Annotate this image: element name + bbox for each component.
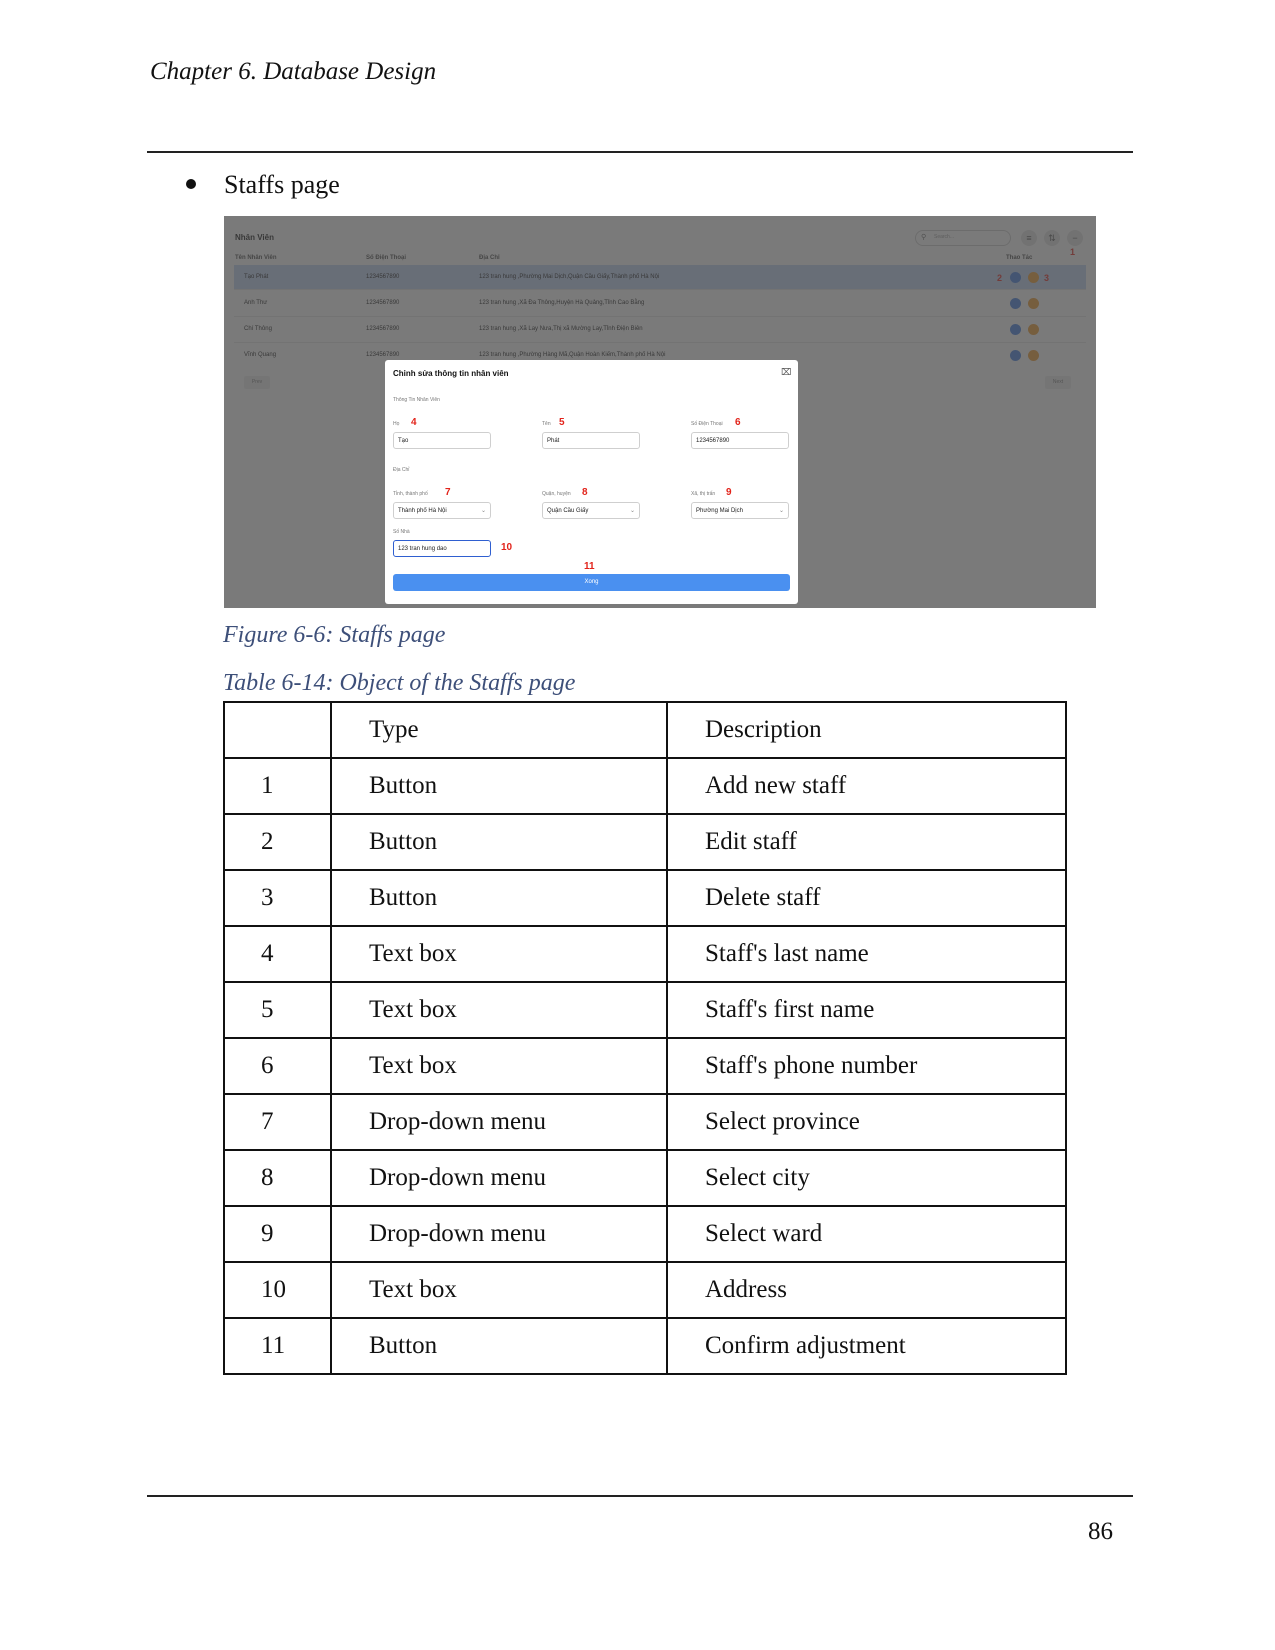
province-label: Tỉnh, thành phố xyxy=(393,491,428,497)
marker-11: 11 xyxy=(584,561,595,572)
cell-no: 2 xyxy=(224,814,331,870)
close-icon[interactable]: ⌧ xyxy=(781,367,792,377)
table-row xyxy=(224,1038,1066,1094)
district-select[interactable] xyxy=(542,502,640,519)
table-row xyxy=(224,758,1066,814)
cell-description: Select province xyxy=(667,1094,1066,1150)
table-row xyxy=(224,1206,1066,1262)
marker-6: 6 xyxy=(735,417,741,428)
header-cell: Type xyxy=(331,702,667,758)
running-header: Chapter 6. Database Design xyxy=(150,58,437,85)
section-staff-info: Thông Tin Nhân Viên xyxy=(393,397,440,403)
marker-9: 9 xyxy=(726,487,732,498)
table-row xyxy=(224,926,1066,982)
cell-no: 1 xyxy=(224,758,331,814)
cell-type: Text box xyxy=(331,926,667,982)
header-rule xyxy=(147,151,1133,153)
chevron-down-icon: ⌄ xyxy=(480,508,486,514)
cell-description: Confirm adjustment xyxy=(667,1318,1066,1374)
last-name-label: Họ xyxy=(393,421,400,427)
marker-5: 5 xyxy=(559,417,565,428)
table-row xyxy=(224,814,1066,870)
cell-description: Add new staff xyxy=(667,758,1066,814)
cell-type: Drop-down menu xyxy=(331,1094,667,1150)
cell-description: Edit staff xyxy=(667,814,1066,870)
modal-title: Chỉnh sửa thông tin nhân viên xyxy=(393,369,509,378)
ward-value: Phường Mai Dịch xyxy=(696,508,743,514)
cell-description: Staff's last name xyxy=(667,926,1066,982)
cell-description: Select ward xyxy=(667,1206,1066,1262)
cell-no: 8 xyxy=(224,1150,331,1206)
province-value: Thành phố Hà Nội xyxy=(398,508,447,514)
ward-label: Xã, thị trấn xyxy=(691,491,716,497)
chevron-down-icon: ⌄ xyxy=(629,508,635,514)
marker-4: 4 xyxy=(411,417,417,428)
submit-button[interactable]: Xong xyxy=(393,574,790,591)
cell-type: Button xyxy=(331,1318,667,1374)
table-row xyxy=(224,1318,1066,1374)
cell-no: 5 xyxy=(224,982,331,1038)
cell-description: Select city xyxy=(667,1150,1066,1206)
marker-7: 7 xyxy=(445,487,451,498)
table-row xyxy=(224,1262,1066,1318)
cell-type: Drop-down menu xyxy=(331,1150,667,1206)
table-caption: Table 6-14: Object of the Staffs page xyxy=(223,670,576,696)
first-name-label: Tên xyxy=(542,421,551,427)
staffs-page-screenshot xyxy=(224,216,1096,608)
last-name-input[interactable]: Tạo xyxy=(393,432,491,449)
district-label: Quận, huyện xyxy=(542,491,571,497)
cell-no: 3 xyxy=(224,870,331,926)
table-row xyxy=(224,870,1066,926)
cell-type: Button xyxy=(331,814,667,870)
phone-label: Số Điện Thoại xyxy=(691,421,723,427)
cell-type: Button xyxy=(331,870,667,926)
section-title: Staffs page xyxy=(224,170,340,199)
cell-type: Text box xyxy=(331,982,667,1038)
section-bullet xyxy=(186,170,340,200)
cell-no: 4 xyxy=(224,926,331,982)
marker-8: 8 xyxy=(582,487,588,498)
section-address: Địa Chỉ xyxy=(393,467,410,473)
cell-description: Address xyxy=(667,1262,1066,1318)
district-value: Quận Cầu Giấy xyxy=(547,508,589,514)
cell-description: Staff's first name xyxy=(667,982,1066,1038)
header-cell: Description xyxy=(667,702,1066,758)
objects-table xyxy=(223,701,1067,1375)
cell-no: 11 xyxy=(224,1318,331,1374)
bullet-icon xyxy=(186,179,196,189)
figure-caption: Figure 6-6: Staffs page xyxy=(223,622,446,648)
cell-no: 9 xyxy=(224,1206,331,1262)
edit-staff-modal xyxy=(385,360,798,604)
cell-description: Staff's phone number xyxy=(667,1038,1066,1094)
cell-type: Text box xyxy=(331,1038,667,1094)
marker-10: 10 xyxy=(501,542,513,553)
first-name-input[interactable]: Phát xyxy=(542,432,640,449)
table-row xyxy=(224,1150,1066,1206)
cell-no: 10 xyxy=(224,1262,331,1318)
street-input[interactable]: 123 tran hung dao xyxy=(393,540,491,557)
cell-no: 7 xyxy=(224,1094,331,1150)
province-select[interactable] xyxy=(393,502,491,519)
cell-no: 6 xyxy=(224,1038,331,1094)
phone-input[interactable]: 1234567890 xyxy=(691,432,789,449)
header-cell xyxy=(224,702,331,758)
cell-type: Text box xyxy=(331,1262,667,1318)
footer-rule xyxy=(147,1495,1133,1497)
page-number: 86 xyxy=(1088,1518,1113,1545)
ward-select[interactable] xyxy=(691,502,789,519)
street-label: Số Nhà xyxy=(393,529,410,535)
table-row xyxy=(224,1094,1066,1150)
table-header-row xyxy=(224,702,1066,758)
cell-description: Delete staff xyxy=(667,870,1066,926)
cell-type: Button xyxy=(331,758,667,814)
chevron-down-icon: ⌄ xyxy=(778,508,784,514)
cell-type: Drop-down menu xyxy=(331,1206,667,1262)
table-row xyxy=(224,982,1066,1038)
